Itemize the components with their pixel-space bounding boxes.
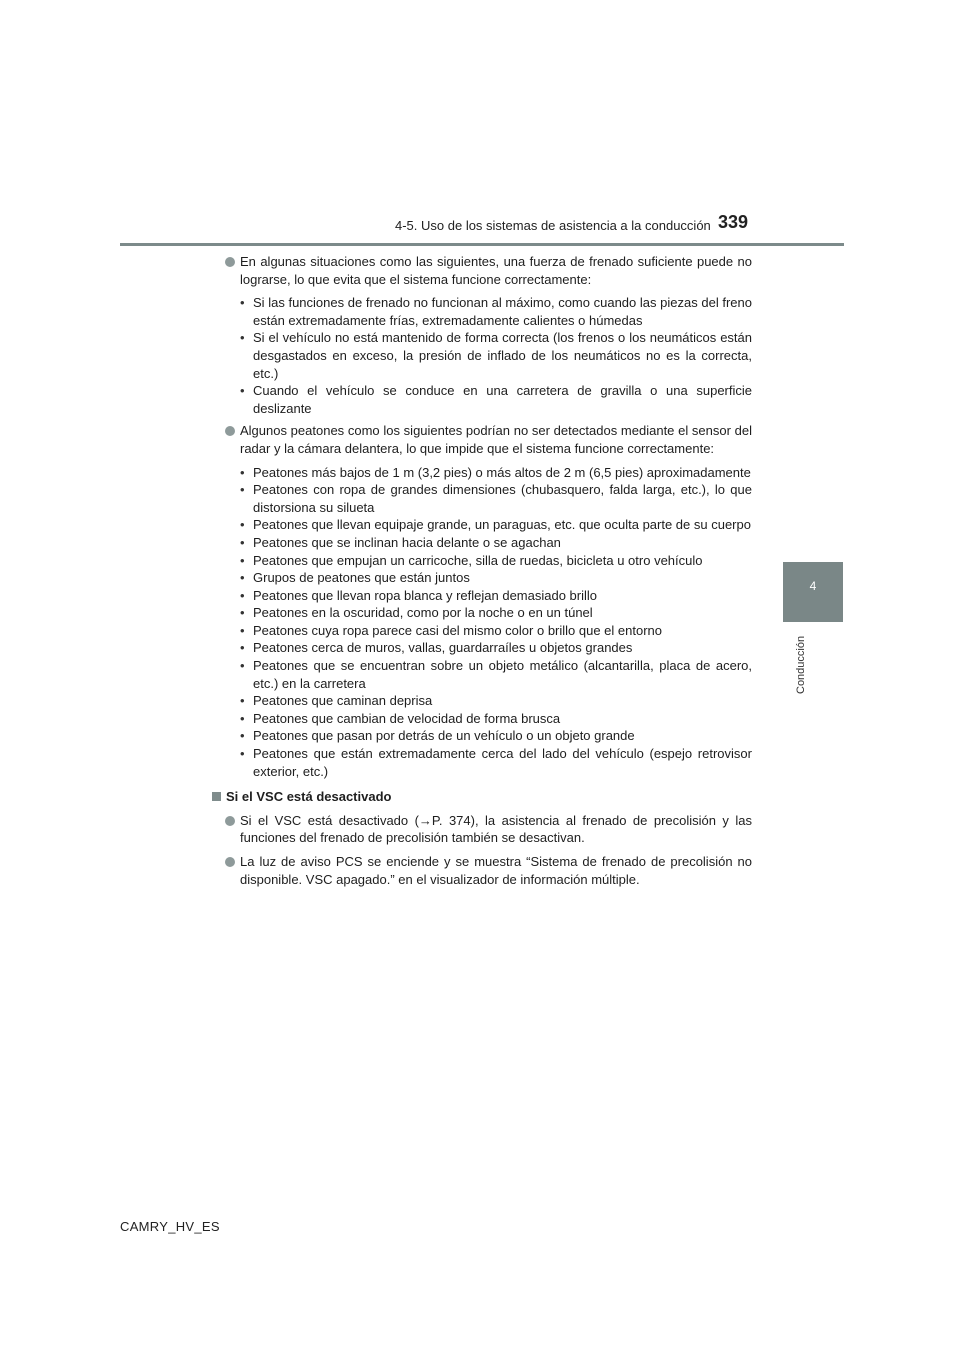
chapter-tab[interactable] bbox=[783, 562, 843, 622]
dot-bullet-icon: • bbox=[240, 295, 245, 311]
list-item: • Si las funciones de frenado no funcionan al máximo, como cuando las piezas del freno están extremadamente frías, extremadamente calientes o húmedas bbox=[240, 295, 752, 328]
list-item: • Peatones que están extremadamente cerca del lado del vehículo (espejo retrovisor exterior, etc.) bbox=[240, 746, 752, 779]
dot-bullet-icon: • bbox=[240, 570, 245, 586]
list-item: • Peatones que llevan equipaje grande, un paraguas, etc. que oculta parte de su cuerpo bbox=[240, 517, 751, 533]
section-heading-text: Si el VSC está desactivado bbox=[226, 789, 392, 805]
list-item: • Peatones que llevan ropa blanca y reflejan demasiado brillo bbox=[240, 587, 597, 603]
circle-bullet-icon bbox=[225, 257, 235, 267]
section-title: 4-5. Uso de los sistemas de asistencia a la conducción bbox=[395, 218, 711, 233]
list-item: • Peatones que empujan un carricoche, silla de ruedas, bicicleta u otro vehículo bbox=[240, 552, 703, 568]
dot-bullet-icon: • bbox=[240, 693, 245, 709]
section-heading bbox=[212, 788, 752, 806]
chapter-number: 4 bbox=[809, 579, 817, 593]
circle-bullet-icon bbox=[225, 816, 235, 826]
page-number: 339 bbox=[718, 212, 749, 232]
list-item: • Peatones que se inclinan hacia delante o se agachan bbox=[240, 534, 561, 550]
chapter-label: Conducción bbox=[795, 635, 807, 695]
dot-bullet-icon: • bbox=[240, 383, 245, 399]
list-item: • Peatones cerca de muros, vallas, guardarraíles u objetos grandes bbox=[240, 640, 633, 656]
square-bullet-icon bbox=[212, 792, 221, 801]
dot-bullet-icon: • bbox=[240, 482, 245, 498]
dot-bullet-icon: • bbox=[240, 464, 245, 480]
main-content bbox=[212, 253, 752, 894]
list-item: • Si el vehículo no está mantenido de forma correcta (los frenos o los neumáticos están desgastados en exceso, la presión de inflado de los neumáticos no es la correcta, etc.) bbox=[240, 330, 752, 381]
bullet-paragraph bbox=[212, 422, 752, 457]
dot-bullet-icon: • bbox=[240, 587, 245, 603]
circle-bullet-icon bbox=[225, 426, 235, 436]
dot-bullet-icon: • bbox=[240, 517, 245, 533]
bullet-paragraph bbox=[212, 253, 752, 288]
dot-bullet-icon: • bbox=[240, 622, 245, 638]
paragraph-text: Si el VSC está desactivado (→P. 374), la asistencia al frenado de precolisión y las funciones del frenado de precolisión también se desactivan. bbox=[240, 812, 752, 846]
dot-bullet-icon: • bbox=[240, 605, 245, 621]
dot-bullet-icon: • bbox=[240, 728, 245, 744]
paragraph-text: En algunas situaciones como las siguientes, una fuerza de frenado suficiente puede no lograrse, lo que evita que el sistema funcione correctamente: bbox=[240, 254, 752, 287]
dot-bullet-icon: • bbox=[240, 710, 245, 726]
list-item: • Peatones que pasan por detrás de un vehículo o un objeto grande bbox=[240, 728, 635, 744]
bullet-paragraph bbox=[212, 853, 752, 888]
pedestrian-list bbox=[212, 464, 752, 781]
dot-bullet-icon: • bbox=[240, 658, 245, 674]
list-item: • Peatones con ropa de grandes dimensiones (chubasquero, falda larga, etc.), lo que distorsiona su silueta bbox=[240, 482, 752, 515]
list-item: • Peatones en la oscuridad, como por la noche o en un túnel bbox=[240, 605, 593, 621]
dot-bullet-icon: • bbox=[240, 746, 245, 762]
list-item: • Peatones cuya ropa parece casi del mismo color o brillo que el entorno bbox=[240, 622, 663, 638]
list-item: • Peatones que se encuentran sobre un objeto metálico (alcantarilla, placa de acero, etc.) en la carretera bbox=[240, 658, 752, 691]
paragraph-text: La luz de aviso PCS se enciende y se muestra “Sistema de frenado de precolisión no disponible. VSC apagado.” en el visualizador de información múltiple. bbox=[240, 854, 752, 887]
bullet-paragraph bbox=[212, 812, 752, 847]
list-item: • Peatones que caminan deprisa bbox=[240, 693, 433, 709]
dot-bullet-icon: • bbox=[240, 640, 245, 656]
list-item: • Grupos de peatones que están juntos bbox=[240, 570, 470, 586]
dot-bullet-icon: • bbox=[240, 552, 245, 568]
list-item: • Peatones más bajos de 1 m (3,2 pies) o más altos de 2 m (6,5 pies) aproximadamente bbox=[240, 464, 751, 480]
dot-bullet-icon: • bbox=[240, 330, 245, 346]
document-code: CAMRY_HV_ES bbox=[120, 1219, 220, 1234]
dot-bullet-icon: • bbox=[240, 534, 245, 550]
header-divider bbox=[120, 243, 844, 246]
list-item: • Cuando el vehículo se conduce en una carretera de gravilla o una superficie deslizante bbox=[240, 383, 752, 416]
condition-list bbox=[212, 294, 752, 417]
circle-bullet-icon bbox=[225, 857, 235, 867]
paragraph-text: Algunos peatones como los siguientes podrían no ser detectados mediante el sensor del radar y la cámara delantera, lo que impide que el sistema funcione correctamente: bbox=[240, 423, 752, 456]
list-item: • Peatones que cambian de velocidad de forma brusca bbox=[240, 710, 561, 726]
